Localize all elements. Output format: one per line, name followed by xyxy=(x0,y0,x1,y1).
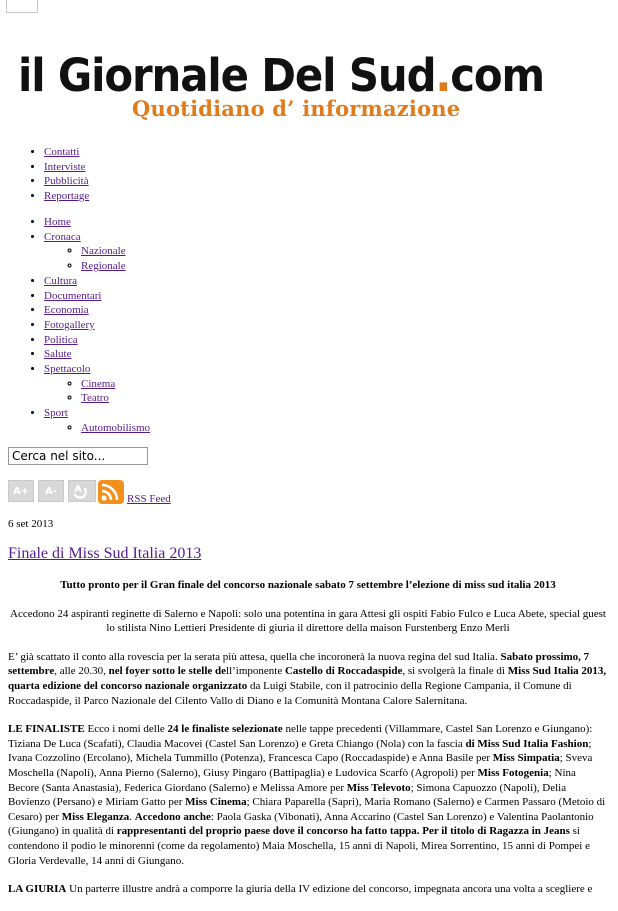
nav-link-economia[interactable]: Economia xyxy=(44,304,89,317)
article-paragraph: LE FINALISTE Ecco i nomi delle 24 le finaliste selezionate nelle tappe precedenti (Villammare, Castel San Lorenzo e Giungano): Tiziana De Luca (Scafati), Claudia Macovei (Castel San Lorenzo) e Greta Chiango (Nola) con la fascia di Miss Sud Italia Fashion; Ivana Cozzolino (Ercolano), Michela Tummillo (Potenza), Francesca Capo (Roccadaspide) e Anna Basile per Miss Simpatia; Sveva Moschella (Napoli), Anna Pierno (Salerno), Giusy Pingaro (Battipaglia) e Ludovica Scarfò (Agropoli) per Miss Fotogenia; Nina Becore (Santa Anastasia), Federica Giordano (Salerno) e Melissa Amore per Miss Televoto; Simona Capuozzo (Napoli), Delia Bovienzo (Persano) e Miriam Gatto per Miss Cinema; Chiara Paparella (Sapri), Maria Romano (Salerno) e Carmen Passaro (Metoio di Cesaro) per Miss Eleganza. Accedono anche: Paola Gaska (Vibonati), Anna Accarino (Castel San Lorenzo) e Valentina Paolantonio (Giungano) in qualità di rappresentanti del proprio paese dove il concorso ha fatto tappa. Per il titolo di Ragazza in Jeans si contendono il podio le minorenni (come da regolamento) Maia Moschella, 15 anni di Napoli, Mirea Sorrentino, 15 anni di Pompei e Gloria Verdevalle, 14 anni di Giungano. xyxy=(8,723,606,867)
nav-subitem xyxy=(81,421,150,436)
nav-item xyxy=(44,274,150,289)
nav-item xyxy=(44,406,150,435)
nav-subitem xyxy=(81,244,150,259)
logo-tagline: Quotidiano d’ informazione xyxy=(132,96,461,121)
nav-link-sport[interactable]: Sport xyxy=(44,407,68,420)
nav-item xyxy=(44,289,150,304)
nav-item xyxy=(44,145,89,160)
nav-link-cultura[interactable]: Cultura xyxy=(44,274,77,287)
font-increase-icon: A+ xyxy=(12,485,30,497)
nav-link-documentari[interactable]: Documentari xyxy=(44,289,102,302)
submenu-spettacolo xyxy=(44,377,150,406)
nav-link-politica[interactable]: Politica xyxy=(44,333,78,346)
rss-icon[interactable] xyxy=(98,480,124,504)
nav-subitem xyxy=(81,377,150,392)
post-title[interactable]: Finale di Miss Sud Italia 2013 xyxy=(8,545,202,562)
nav-item xyxy=(44,347,150,362)
site-logo[interactable] xyxy=(18,49,578,126)
top-nav xyxy=(0,145,89,204)
post-date: 6 set 2013 xyxy=(8,518,54,530)
font-decrease-icon: A- xyxy=(45,485,57,497)
nav-link-spettacolo[interactable]: Spettacolo xyxy=(44,363,91,376)
submenu-sport xyxy=(44,421,150,436)
nav-item xyxy=(44,174,89,189)
nav-link-cinema[interactable]: Cinema xyxy=(81,377,116,390)
rss-feed-link[interactable]: RSS Feed xyxy=(127,493,171,505)
text-to-speech-button[interactable] xyxy=(68,480,96,502)
nav-link-teatro[interactable]: Teatro xyxy=(81,392,109,405)
text-to-speech-icon xyxy=(72,482,92,500)
nav-item xyxy=(44,303,150,318)
article-paragraph: E’ già scattato il conto alla rovescia per la serata più attesa, quella che incoronerà la nuova regina del sud Italia. Sabato prossimo, 7 settembre, alle 20.30, nel foyer sotto le stelle dell’imponente Castello di Roccadaspide, si svolgerà la finale di Miss Sud Italia 2013, quarta edizione del concorso nazionale organizzato da Luigi Stabile, con il patrocinio della Regione Campania, il Comune di Roccadaspide, il Parco Nazionale del Cilento Vallo di Diano e la Comunità Montana Calore Salernitana. xyxy=(8,650,607,707)
main-nav xyxy=(0,215,150,436)
nav-subitem xyxy=(81,391,150,406)
nav-link-nazionale[interactable]: Nazionale xyxy=(81,245,126,258)
article-paragraph: LA GIURIA Un parterre illustre andrà a comporre la giuria della IV edizione del concorso, impegnata ancora una volta a scegliere e xyxy=(8,883,593,896)
nav-link-salute[interactable]: Salute xyxy=(44,348,72,361)
nav-item xyxy=(44,160,89,175)
article-body xyxy=(8,578,608,911)
submenu-cronaca xyxy=(44,244,150,273)
article-intro: Accedono 24 aspiranti reginette di Salerno e Napoli: solo una potentina in gara Attesi gli ospiti Fabio Fulco e Luca Abete, special guest lo stilista Nino Lettieri Presidente di giuria il direttore della maison Furstenberg Enzo Merli xyxy=(10,607,606,635)
nav-item xyxy=(44,362,150,406)
nav-link-automobilismo[interactable]: Automobilismo xyxy=(81,421,151,434)
nav-link-fotogallery[interactable]: Fotogallery xyxy=(44,318,95,331)
nav-item xyxy=(44,189,89,204)
nav-link-pubblicita[interactable]: Pubblicità xyxy=(44,175,89,188)
nav-link-regionale[interactable]: Regionale xyxy=(81,260,126,273)
nav-link-reportage[interactable]: Reportage xyxy=(44,190,90,203)
nav-link-contatti[interactable]: Contatti xyxy=(44,146,80,158)
font-increase-button[interactable] xyxy=(8,480,34,502)
nav-link-interviste[interactable]: Interviste xyxy=(44,160,86,173)
nav-link-home[interactable]: Home xyxy=(44,216,71,228)
font-decrease-button[interactable] xyxy=(38,480,64,502)
nav-item xyxy=(44,215,150,230)
logo-title: il Giornale Del Sud.com xyxy=(18,49,545,102)
nav-item xyxy=(44,230,150,274)
nav-link-cronaca[interactable]: Cronaca xyxy=(44,230,81,243)
nav-item xyxy=(44,333,150,348)
top-corner-box xyxy=(6,0,38,13)
article-subtitle: Tutto pronto per il Gran finale del concorso nazionale sabato 7 settembre l’elezione di miss sud italia 2013 xyxy=(60,579,556,591)
nav-item xyxy=(44,318,150,333)
nav-subitem xyxy=(81,259,150,274)
search-input[interactable] xyxy=(8,447,148,465)
